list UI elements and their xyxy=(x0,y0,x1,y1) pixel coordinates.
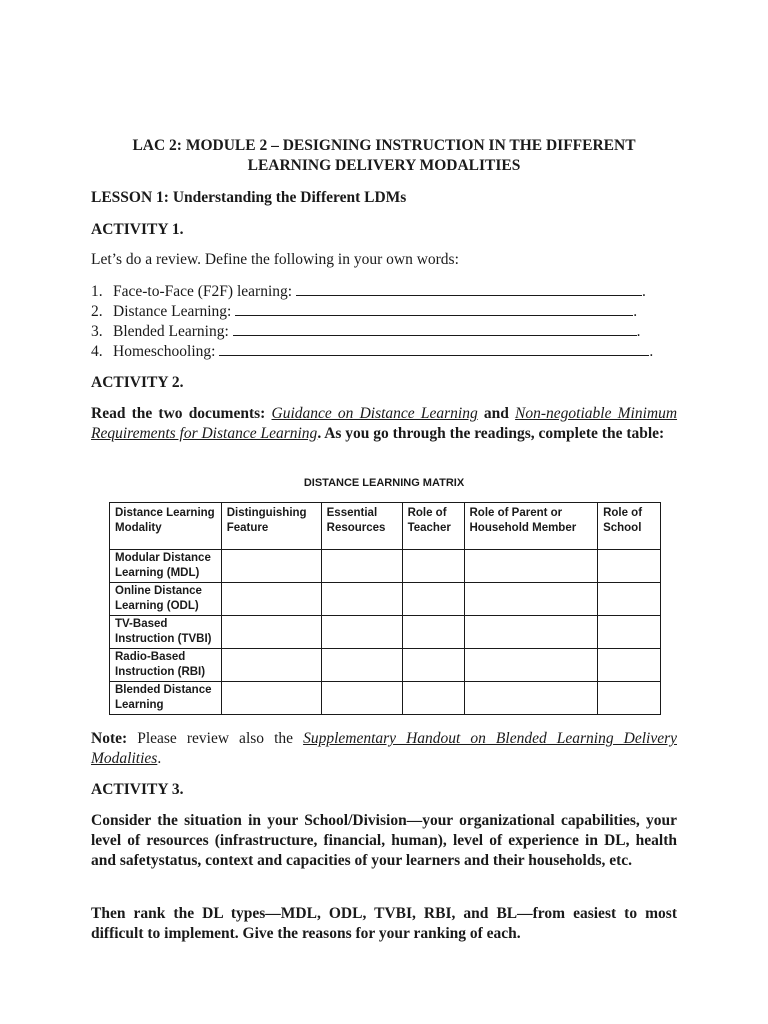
table-row xyxy=(110,616,661,649)
page-title xyxy=(91,136,677,176)
answer-cell[interactable] xyxy=(321,682,402,715)
column-header: Essential Resources xyxy=(321,503,402,550)
answer-cell[interactable] xyxy=(464,616,598,649)
note-paragraph: Note: Please review also the Supplementary Handout on Blended Learning Delivery Modalities. xyxy=(91,730,677,767)
guidance-doc-link[interactable]: Guidance on Distance Learning xyxy=(271,405,478,422)
requirements-doc-link[interactable]: Non-negotiable Minimum Requirements for Distance Learning xyxy=(91,405,678,442)
answer-cell[interactable] xyxy=(464,550,598,583)
answer-cell[interactable] xyxy=(221,649,321,682)
answer-cell[interactable] xyxy=(402,649,464,682)
column-header: Distinguishing Feature xyxy=(221,503,321,550)
activity2-instruction: Read the two documents: Guidance on Distance Learning and Non-negotiable Minimum Requirements for Distance Learning. As you go through the readings, complete the table: xyxy=(91,405,678,442)
answer-cell[interactable] xyxy=(464,682,598,715)
column-header: Distance Learning Modality xyxy=(110,503,222,550)
activity1-instruction: Let’s do a review. Define the following in your own words: xyxy=(91,251,459,268)
answer-cell[interactable] xyxy=(598,682,661,715)
answer-blank[interactable] xyxy=(219,343,649,356)
activity1-heading: ACTIVITY 1. xyxy=(91,221,184,238)
table-header-row xyxy=(110,503,661,550)
answer-cell[interactable] xyxy=(321,583,402,616)
supplementary-handout-link[interactable]: Supplementary Handout on Blended Learning Delivery Modalities xyxy=(91,730,677,767)
modality-cell: Online Distance Learning (ODL) xyxy=(110,583,222,616)
activity2-heading: ACTIVITY 2. xyxy=(91,374,184,391)
answer-blank[interactable] xyxy=(296,283,642,296)
answer-cell[interactable] xyxy=(402,550,464,583)
definition-list xyxy=(91,282,681,362)
answer-cell[interactable] xyxy=(221,550,321,583)
matrix-title: DISTANCE LEARNING MATRIX xyxy=(303,477,465,489)
activity3-heading: ACTIVITY 3. xyxy=(91,781,184,798)
answer-cell[interactable] xyxy=(464,649,598,682)
answer-cell[interactable] xyxy=(598,583,661,616)
answer-cell[interactable] xyxy=(402,583,464,616)
column-header: Role of School xyxy=(598,503,661,550)
note-label: Note: xyxy=(91,730,128,747)
list-item: 1. Face-to-Face (F2F) learning: . xyxy=(91,283,646,300)
answer-cell[interactable] xyxy=(221,583,321,616)
distance-learning-matrix xyxy=(109,502,661,715)
activity3-paragraph-2: Then rank the DL types—MDL, ODL, TVBI, RBI, and BL—from easiest to most difficult to implement. Give the reasons for your ranking of each. xyxy=(91,905,677,942)
answer-blank[interactable] xyxy=(233,323,637,336)
modality-cell: Modular Distance Learning (MDL) xyxy=(110,550,222,583)
answer-cell[interactable] xyxy=(321,616,402,649)
modality-cell: Radio-Based Instruction (RBI) xyxy=(110,649,222,682)
modality-cell: TV-Based Instruction (TVBI) xyxy=(110,616,222,649)
column-header: Role of Parent or Household Member xyxy=(464,503,598,550)
answer-cell[interactable] xyxy=(598,550,661,583)
list-item: 2. Distance Learning: . xyxy=(91,303,638,320)
answer-cell[interactable] xyxy=(402,616,464,649)
list-item: 3. Blended Learning: . xyxy=(91,323,641,340)
activity3-paragraph-1: Consider the situation in your School/Division—your organizational capabilities, your level of resources (infrastructure, financial, human), level of experience in DL, health and safetystatus, context and capacities of your learners and their households, etc. xyxy=(91,812,677,869)
answer-blank[interactable] xyxy=(235,303,633,316)
title-line-2: LEARNING DELIVERY MODALITIES xyxy=(247,157,521,174)
answer-cell[interactable] xyxy=(321,550,402,583)
answer-cell[interactable] xyxy=(402,682,464,715)
answer-cell[interactable] xyxy=(464,583,598,616)
table-row xyxy=(110,649,661,682)
answer-cell[interactable] xyxy=(321,649,402,682)
modality-cell: Blended Distance Learning xyxy=(110,682,222,715)
answer-cell[interactable] xyxy=(221,682,321,715)
lesson-heading: LESSON 1: Understanding the Different LDMs xyxy=(91,189,407,206)
title-line-1: LAC 2: MODULE 2 – DESIGNING INSTRUCTION IN THE DIFFERENT xyxy=(132,137,636,154)
table-row xyxy=(110,583,661,616)
answer-cell[interactable] xyxy=(598,649,661,682)
answer-cell[interactable] xyxy=(598,616,661,649)
column-header: Role of Teacher xyxy=(402,503,464,550)
list-item: 4. Homeschooling: . xyxy=(91,343,654,360)
table-row xyxy=(110,550,661,583)
table-row xyxy=(110,682,661,715)
answer-cell[interactable] xyxy=(221,616,321,649)
